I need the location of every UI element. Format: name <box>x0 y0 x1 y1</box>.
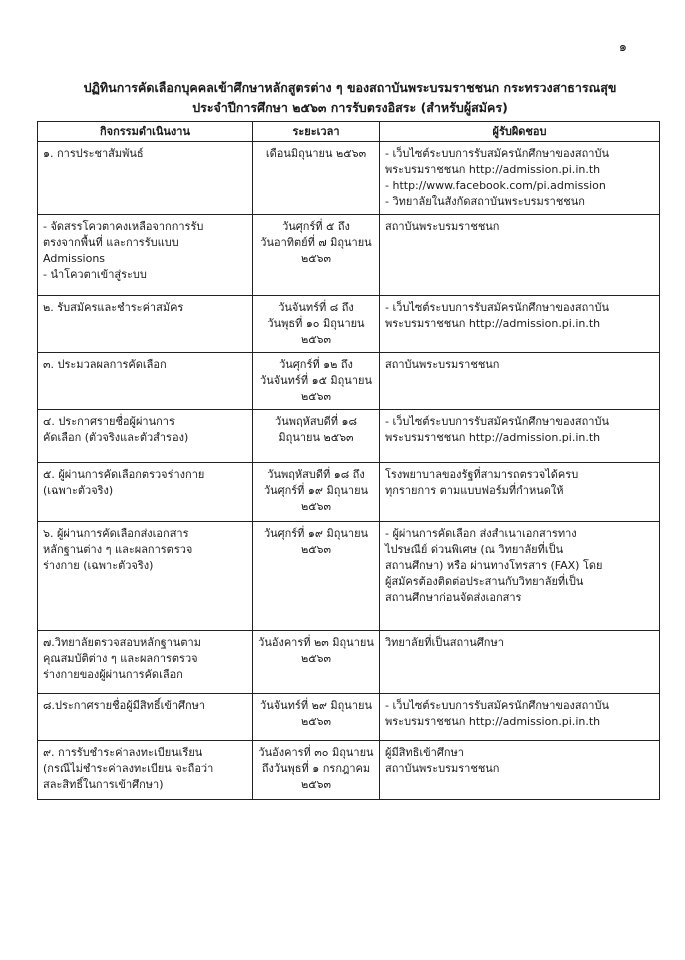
activity-cell <box>38 353 253 410</box>
activity-cell <box>38 410 253 463</box>
responsible-line: ผู้สมัครต้องติดต่อประสานกับวิทยาลัยที่เป็น <box>385 575 584 588</box>
table-header-row <box>38 122 660 142</box>
period-cell <box>253 215 380 296</box>
table-row <box>38 631 660 694</box>
header-responsible: ผู้รับผิดชอบ <box>380 122 660 142</box>
responsible-cell <box>380 296 660 353</box>
responsible-line: วิทยาลัยที่เป็นสถานศึกษา <box>385 636 504 649</box>
responsible-cell <box>380 142 660 215</box>
activity-line: Admissions <box>43 252 106 265</box>
table-row <box>38 215 660 296</box>
responsible-cell <box>380 631 660 694</box>
responsible-line: พระบรมราชชนก http://admission.pi.in.th <box>385 431 601 444</box>
title-line-2: ประจำปีการศึกษา ๒๕๖๓ การรับตรงอิสระ (สำหรับผู้สมัคร) <box>192 100 508 115</box>
period-line: วันจันทร์ที่ ๑๕ มิถุนายน <box>260 374 372 387</box>
activity-cell <box>38 741 253 800</box>
activity-line: ๙. การรับชำระค่าลงทะเบียนเรียน <box>43 746 203 759</box>
activity-line: ๑. การประชาสัมพันธ์ <box>43 147 144 160</box>
period-cell <box>253 694 380 741</box>
document-title <box>40 78 660 118</box>
responsible-line: - ผู้ผ่านการคัดเลือก ส่งสำเนาเอกสารทาง <box>385 527 577 540</box>
responsible-line: - เว็บไซต์ระบบการรับสมัครนักศึกษาของสถาบัน <box>385 301 609 314</box>
period-line: มิถุนายน ๒๕๖๓ <box>278 431 354 444</box>
period-line: วันพุธที่ ๑๐ มิถุนายน <box>267 317 365 330</box>
title-line-1: ปฏิทินการคัดเลือกบุคคลเข้าศึกษาหลักสูตรต่าง ๆ ของสถาบันพระบรมราชชนก กระทรวงสาธารณสุข <box>83 80 617 95</box>
period-line: วันศุกร์ที่ ๑๒ ถึง <box>279 358 353 371</box>
activity-cell <box>38 296 253 353</box>
period-cell <box>253 741 380 800</box>
responsible-line: - วิทยาลัยในสังกัดสถาบันพระบรมราชชนก <box>385 195 585 208</box>
activity-line: ๕. ผู้ผ่านการคัดเลือกตรวจร่างกาย <box>43 468 205 481</box>
responsible-cell <box>380 741 660 800</box>
table-row <box>38 410 660 463</box>
activity-cell <box>38 215 253 296</box>
responsible-line: สถาบันพระบรมราชชนก <box>385 220 500 233</box>
table-row <box>38 296 660 353</box>
responsible-cell <box>380 410 660 463</box>
table-row <box>38 463 660 522</box>
period-cell <box>253 631 380 694</box>
responsible-line: พระบรมราชชนก http://admission.pi.in.th <box>385 715 601 728</box>
activity-cell <box>38 142 253 215</box>
responsible-line: ไปรษณีย์ ด่วนพิเศษ (ณ วิทยาลัยที่เป็น <box>385 543 564 556</box>
responsible-line: สถานศึกษา) หรือ ผ่านทางโทรสาร (FAX) โดย <box>385 559 603 572</box>
table-row <box>38 522 660 631</box>
table-row <box>38 142 660 215</box>
activity-line: (กรณีไม่ชำระค่าลงทะเบียน จะถือว่า <box>43 762 214 775</box>
activity-line: คัดเลือก (ตัวจริงและตัวสำรอง) <box>43 431 189 444</box>
period-line: ๒๕๖๓ <box>300 252 332 265</box>
responsible-cell <box>380 694 660 741</box>
responsible-line: ทุกรายการ ตามแบบฟอร์มที่กำหนดให้ <box>385 484 564 497</box>
responsible-line: พระบรมราชชนก http://admission.pi.in.th <box>385 317 601 330</box>
period-cell <box>253 142 380 215</box>
activity-cell <box>38 522 253 631</box>
responsible-cell <box>380 463 660 522</box>
responsible-cell <box>380 353 660 410</box>
period-line: วันศุกร์ที่ ๕ ถึง <box>282 220 350 233</box>
activity-line: ๒. รับสมัครและชำระค่าสมัคร <box>43 301 184 314</box>
period-line: ๒๕๖๓ <box>300 715 332 728</box>
period-line: วันจันทร์ที่ ๘ ถึง <box>278 301 354 314</box>
table-row <box>38 694 660 741</box>
responsible-cell <box>380 522 660 631</box>
activity-line: ร่างกาย (เฉพาะตัวจริง) <box>43 559 154 572</box>
activity-line: ร่างกายของผู้ผ่านการคัดเลือก <box>43 668 183 681</box>
table-row <box>38 353 660 410</box>
period-line: เดือนมิถุนายน ๒๕๖๓ <box>265 147 367 160</box>
activity-line: (เฉพาะตัวจริง) <box>43 484 114 497</box>
activity-line: ๘.ประกาศรายชื่อผู้มีสิทธิ์เข้าศึกษา <box>43 699 206 712</box>
period-cell <box>253 296 380 353</box>
period-line: ๒๕๖๓ <box>300 333 332 346</box>
period-cell <box>253 522 380 631</box>
activity-line: ๔. ประกาศรายชื่อผู้ผ่านการ <box>43 415 175 428</box>
table-row <box>38 741 660 800</box>
period-line: ๒๕๖๓ <box>300 500 332 513</box>
responsible-line: สถาบันพระบรมราชชนก <box>385 358 500 371</box>
responsible-line: - http://www.facebook.com/pi.admission <box>385 179 606 192</box>
period-cell <box>253 410 380 463</box>
period-line: วันศุกร์ที่ ๑๙ มิถุนายน <box>263 527 369 540</box>
activity-line: หลักฐานต่าง ๆ และผลการตรวจ <box>43 543 193 556</box>
period-line: ๒๕๖๓ <box>300 543 332 556</box>
period-line: วันอาทิตย์ที่ ๗ มิถุนายน <box>260 236 372 249</box>
period-line: ๒๕๖๓ <box>300 390 332 403</box>
responsible-line: สถานศึกษาก่อนจัดส่งเอกสาร <box>385 591 522 604</box>
period-cell <box>253 463 380 522</box>
responsible-line: โรงพยาบาลของรัฐที่สามารถตรวจได้ครบ <box>385 468 579 481</box>
header-activity: กิจกรรมดำเนินงาน <box>38 122 253 142</box>
responsible-cell <box>380 215 660 296</box>
period-line: ถึงวันพุธที่ ๑ กรกฎาคม <box>261 762 371 775</box>
activity-line: ๗.วิทยาลัยตรวจสอบหลักฐานตาม <box>43 636 201 649</box>
header-period: ระยะเวลา <box>253 122 380 142</box>
responsible-line: - เว็บไซต์ระบบการรับสมัครนักศึกษาของสถาบัน <box>385 147 609 160</box>
period-line: วันศุกร์ที่ ๑๙ มิถุนายน <box>263 484 369 497</box>
activity-line: สละสิทธิ์ในการเข้าศึกษา) <box>43 778 164 791</box>
activity-line: คุณสมบัติต่าง ๆ และผลการตรวจ <box>43 652 198 665</box>
page-number: ๑ <box>618 40 627 55</box>
activity-cell <box>38 631 253 694</box>
period-line: วันพฤหัสบดีที่ ๑๘ ถึง <box>267 468 365 481</box>
activity-cell <box>38 463 253 522</box>
activity-cell <box>38 694 253 741</box>
activity-line: - นำโควตาเข้าสู่ระบบ <box>43 268 147 281</box>
activity-line: ๖. ผู้ผ่านการคัดเลือกส่งเอกสาร <box>43 527 189 540</box>
period-line: วันจันทร์ที่ ๒๙ มิถุนายน <box>260 699 372 712</box>
activity-line: ๓. ประมวลผลการคัดเลือก <box>43 358 167 371</box>
period-line: วันอังคารที่ ๒๓ มิถุนายน <box>258 636 374 649</box>
responsible-line: - เว็บไซต์ระบบการรับสมัครนักศึกษาของสถาบัน <box>385 415 609 428</box>
activity-line: - จัดสรรโควตาคงเหลือจากการรับ <box>43 220 204 233</box>
responsible-line: พระบรมราชชนก http://admission.pi.in.th <box>385 163 601 176</box>
period-line: วันพฤหัสบดีที่ ๑๘ <box>275 415 357 428</box>
period-cell <box>253 353 380 410</box>
activity-line: ตรงจากพื้นที่ และการรับแบบ <box>43 236 179 249</box>
schedule-table <box>37 121 660 800</box>
responsible-line: ผู้มีสิทธิเข้าศึกษา <box>385 746 464 759</box>
responsible-line: - เว็บไซต์ระบบการรับสมัครนักศึกษาของสถาบัน <box>385 699 609 712</box>
period-line: ๒๕๖๓ <box>300 652 332 665</box>
period-line: ๒๕๖๓ <box>300 778 332 791</box>
period-line: วันอังคารที่ ๓๐ มิถุนายน <box>258 746 374 759</box>
responsible-line: สถาบันพระบรมราชชนก <box>385 762 500 775</box>
